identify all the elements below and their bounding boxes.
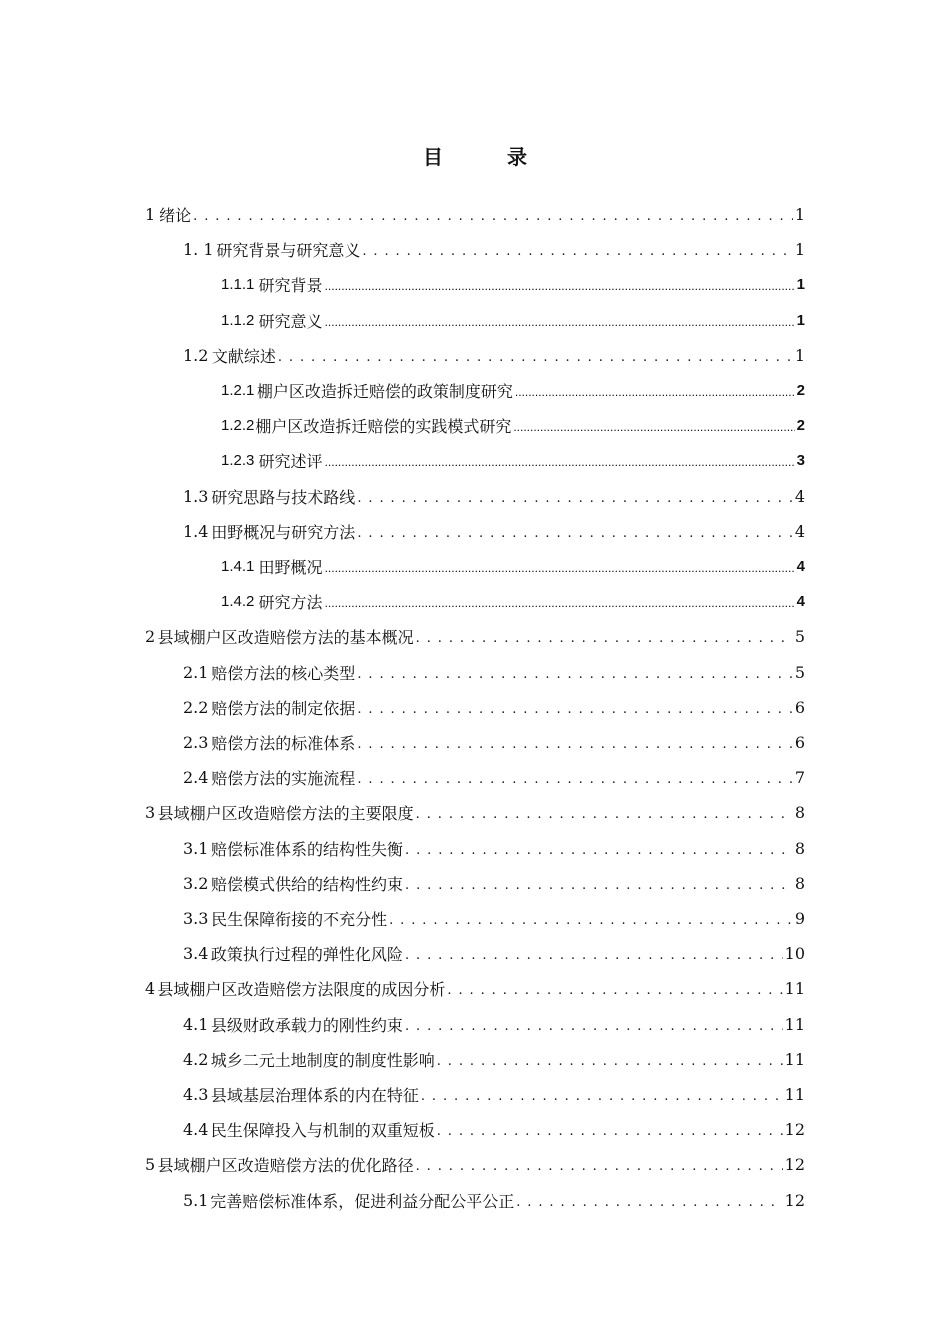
toc-dot-leader — [325, 451, 795, 470]
toc-dot-leader — [357, 663, 793, 682]
toc-entry-page: 11 — [784, 1085, 805, 1104]
toc-entry-page: 2 — [796, 417, 805, 435]
toc-dot-leader — [193, 205, 793, 224]
toc-entry-number: 1.2 — [183, 345, 209, 365]
toc-entry-text: 城乡二元土地制度的制度性影响 — [210, 1050, 435, 1070]
toc-entry-page: 12 — [784, 1190, 805, 1210]
toc-entry-text: 赔偿标准体系的结构性失衡 — [210, 839, 403, 859]
toc-entry-page: 3 — [796, 452, 805, 470]
toc-dot-leader — [416, 1155, 783, 1174]
toc-entry[interactable] — [145, 971, 805, 1006]
toc-entry-page: 6 — [794, 733, 805, 752]
toc-entry-text: 田野概况 — [258, 558, 323, 577]
toc-entry-number: 5 — [145, 1155, 156, 1175]
toc-entry-number: 3.3 — [183, 909, 209, 928]
toc-entry-text: 文献综述 — [211, 346, 276, 366]
toc-entry-page: 12 — [784, 1155, 805, 1175]
toc-title: 目 录 — [423, 145, 549, 169]
toc-dot-leader — [362, 240, 792, 259]
toc-entry[interactable] — [221, 267, 805, 302]
toc-entry[interactable] — [183, 1077, 805, 1112]
toc-entry-number: 1.1.2 — [221, 311, 255, 329]
toc-entry[interactable] — [221, 303, 805, 338]
toc-entry-text: 县级财政承载力的刚性约束 — [210, 1015, 403, 1035]
toc-entry-number: 1. 1 — [183, 240, 214, 260]
toc-entry-text: 绪论 — [159, 206, 192, 225]
toc-entry-number: 1.3 — [183, 486, 209, 506]
toc-dot-leader — [325, 592, 795, 611]
toc-entry-text: 棚户区改造拆迁赔偿的实践模式研究 — [255, 417, 512, 437]
toc-dot-leader — [325, 311, 795, 330]
toc-entry-number: 5.1 — [183, 1190, 209, 1210]
toc-entry-number: 3.1 — [183, 838, 209, 858]
toc-entry-page: 1 — [794, 345, 805, 365]
toc-entry-page: 1 — [796, 276, 805, 294]
toc-entry-page: 8 — [794, 873, 805, 893]
toc-entry[interactable] — [183, 1007, 805, 1042]
toc-entry-text: 研究述评 — [258, 452, 323, 472]
toc-entry[interactable] — [145, 1147, 805, 1182]
toc-entry-page: 10 — [784, 944, 805, 964]
toc-entry-page: 1 — [794, 205, 805, 224]
toc-entry-number: 2.2 — [183, 697, 209, 717]
toc-entry[interactable] — [183, 655, 805, 690]
toc-dot-leader — [325, 557, 795, 576]
toc-entry-number: 4.2 — [183, 1049, 209, 1069]
toc-entry-page: 4 — [796, 593, 805, 611]
toc-dot-leader — [416, 627, 793, 646]
toc-entry-text: 棚户区改造拆迁赔偿的政策制度研究 — [256, 382, 513, 401]
toc-entry-page: 1 — [794, 240, 805, 260]
toc-entry-number: 2.1 — [183, 662, 209, 682]
toc-entry[interactable] — [221, 373, 805, 408]
toc-entry-number: 3.4 — [183, 944, 209, 964]
toc-entry-text: 研究背景 — [258, 276, 323, 296]
toc-entry[interactable] — [145, 197, 805, 232]
toc-entry-number: 1 — [145, 205, 156, 224]
toc-entry-text: 民生保障衔接的不充分性 — [211, 910, 388, 929]
toc-dot-leader — [447, 979, 782, 998]
toc-dot-leader — [516, 1191, 782, 1210]
toc-entry-text: 民生保障投入与机制的双重短板 — [210, 1121, 435, 1141]
toc-entry-number: 1.1.1 — [221, 276, 255, 294]
toc-entry-number: 4.3 — [183, 1085, 209, 1104]
toc-entry-text: 赔偿模式供给的结构性约束 — [210, 874, 403, 894]
toc-entry-number: 3 — [145, 803, 156, 823]
toc-entry-page: 2 — [796, 382, 805, 399]
toc-dot-leader — [421, 1085, 783, 1104]
toc-dot-leader — [515, 381, 795, 400]
toc-dot-leader — [278, 346, 793, 365]
toc-dot-leader — [405, 874, 793, 893]
toc-entry-text: 田野概况与研究方法 — [211, 522, 356, 542]
toc-entry[interactable] — [183, 1183, 805, 1218]
toc-dot-leader — [405, 839, 793, 858]
toc-entry[interactable] — [145, 795, 805, 830]
toc-entry-page: 1 — [796, 311, 805, 329]
toc-entry-page: 11 — [784, 1049, 805, 1069]
toc-dot-leader — [357, 522, 793, 541]
toc-entry[interactable] — [183, 514, 805, 549]
toc-entry-text: 赔偿方法的实施流程 — [211, 769, 356, 789]
toc-dot-leader — [357, 698, 793, 717]
toc-entry[interactable] — [221, 443, 805, 478]
toc-entry[interactable] — [183, 725, 805, 760]
toc-entry-page: 8 — [794, 838, 805, 858]
toc-entry[interactable] — [145, 619, 805, 654]
toc-dot-leader — [325, 275, 795, 294]
toc-entry[interactable] — [221, 549, 805, 584]
toc-entry-number: 4 — [145, 979, 156, 999]
toc-dot-leader — [437, 1050, 783, 1069]
toc-entry-text: 完善赔偿标准体系，促进利益分配公平公正 — [210, 1191, 515, 1211]
toc-entry-number: 1.4.2 — [221, 593, 255, 611]
toc-entry[interactable] — [183, 760, 805, 795]
toc-entry[interactable] — [183, 1042, 805, 1077]
toc-entry-text: 研究思路与技术路线 — [211, 487, 356, 507]
toc-entry-page: 4 — [794, 486, 805, 506]
toc-entry-text: 县域棚户区改造赔偿方法的主要限度 — [157, 804, 414, 824]
toc-entry-text: 研究意义 — [258, 311, 323, 331]
toc-entry[interactable] — [183, 831, 805, 866]
toc-entry[interactable] — [183, 690, 805, 725]
toc-entry-text: 研究方法 — [258, 593, 323, 613]
toc-entry-number: 1.4 — [183, 521, 209, 541]
toc-entry-page: 7 — [794, 768, 805, 788]
toc-entry-page: 4 — [794, 521, 805, 541]
toc-entry[interactable] — [183, 479, 805, 514]
toc-entry-page: 5 — [794, 662, 805, 682]
toc-entry[interactable] — [183, 338, 805, 373]
toc-entry-text: 县域基层治理体系的内在特征 — [210, 1086, 419, 1105]
toc-entry-text: 政策执行过程的弹性化风险 — [210, 945, 403, 965]
toc-entry[interactable] — [221, 408, 805, 443]
toc-entry[interactable] — [183, 232, 805, 267]
toc-entry-number: 1.4.1 — [221, 558, 255, 575]
toc-entry-page: 12 — [784, 1120, 805, 1140]
toc-entry-number: 1.2.1 — [221, 382, 255, 399]
toc-entry[interactable] — [183, 866, 805, 901]
toc-dot-leader — [357, 487, 793, 506]
toc-entry-text: 赔偿方法的标准体系 — [211, 734, 356, 753]
toc-entry-page: 11 — [784, 979, 805, 999]
toc-entry[interactable] — [221, 584, 805, 619]
toc-entry-number: 4.1 — [183, 1014, 209, 1034]
toc-entry-number: 4.4 — [183, 1120, 209, 1140]
toc-entry-text: 研究背景与研究意义 — [216, 241, 361, 261]
toc-entry-number: 1.2.2 — [221, 417, 255, 435]
toc-entry-number: 2 — [145, 627, 156, 647]
toc-entry-text: 县域棚户区改造赔偿方法的基本概况 — [157, 628, 414, 648]
toc-entry-page: 9 — [794, 909, 805, 928]
toc-dot-leader — [357, 768, 793, 787]
toc-entry-text: 赔偿方法的制定依据 — [211, 698, 356, 718]
toc-entry[interactable] — [183, 901, 805, 936]
toc-entry[interactable] — [183, 936, 805, 971]
toc-entry-page: 4 — [796, 558, 805, 575]
toc-entry-text: 赔偿方法的核心类型 — [211, 663, 356, 683]
toc-entry-page: 6 — [794, 697, 805, 717]
toc-dot-leader — [357, 733, 793, 752]
toc-entry-text: 县域棚户区改造赔偿方法的优化路径 — [157, 1156, 414, 1176]
toc-dot-leader — [405, 944, 783, 963]
toc-entry-text: 县域棚户区改造赔偿方法限度的成因分析 — [157, 980, 446, 1000]
toc-entry-number: 2.4 — [183, 768, 209, 788]
toc-entry-page: 8 — [794, 803, 805, 823]
toc-entry[interactable] — [183, 1112, 805, 1147]
toc-dot-leader — [513, 416, 794, 435]
toc-dot-leader — [437, 1120, 783, 1139]
toc-entry-number: 3.2 — [183, 873, 209, 893]
toc-entry-number: 1.2.3 — [221, 452, 255, 470]
toc-dot-leader — [416, 803, 793, 822]
toc-entry-number: 2.3 — [183, 733, 209, 752]
toc-dot-leader — [389, 909, 793, 928]
toc-entry-page: 5 — [794, 627, 805, 647]
toc-dot-leader — [405, 1015, 783, 1034]
toc-entry-page: 11 — [784, 1014, 805, 1034]
